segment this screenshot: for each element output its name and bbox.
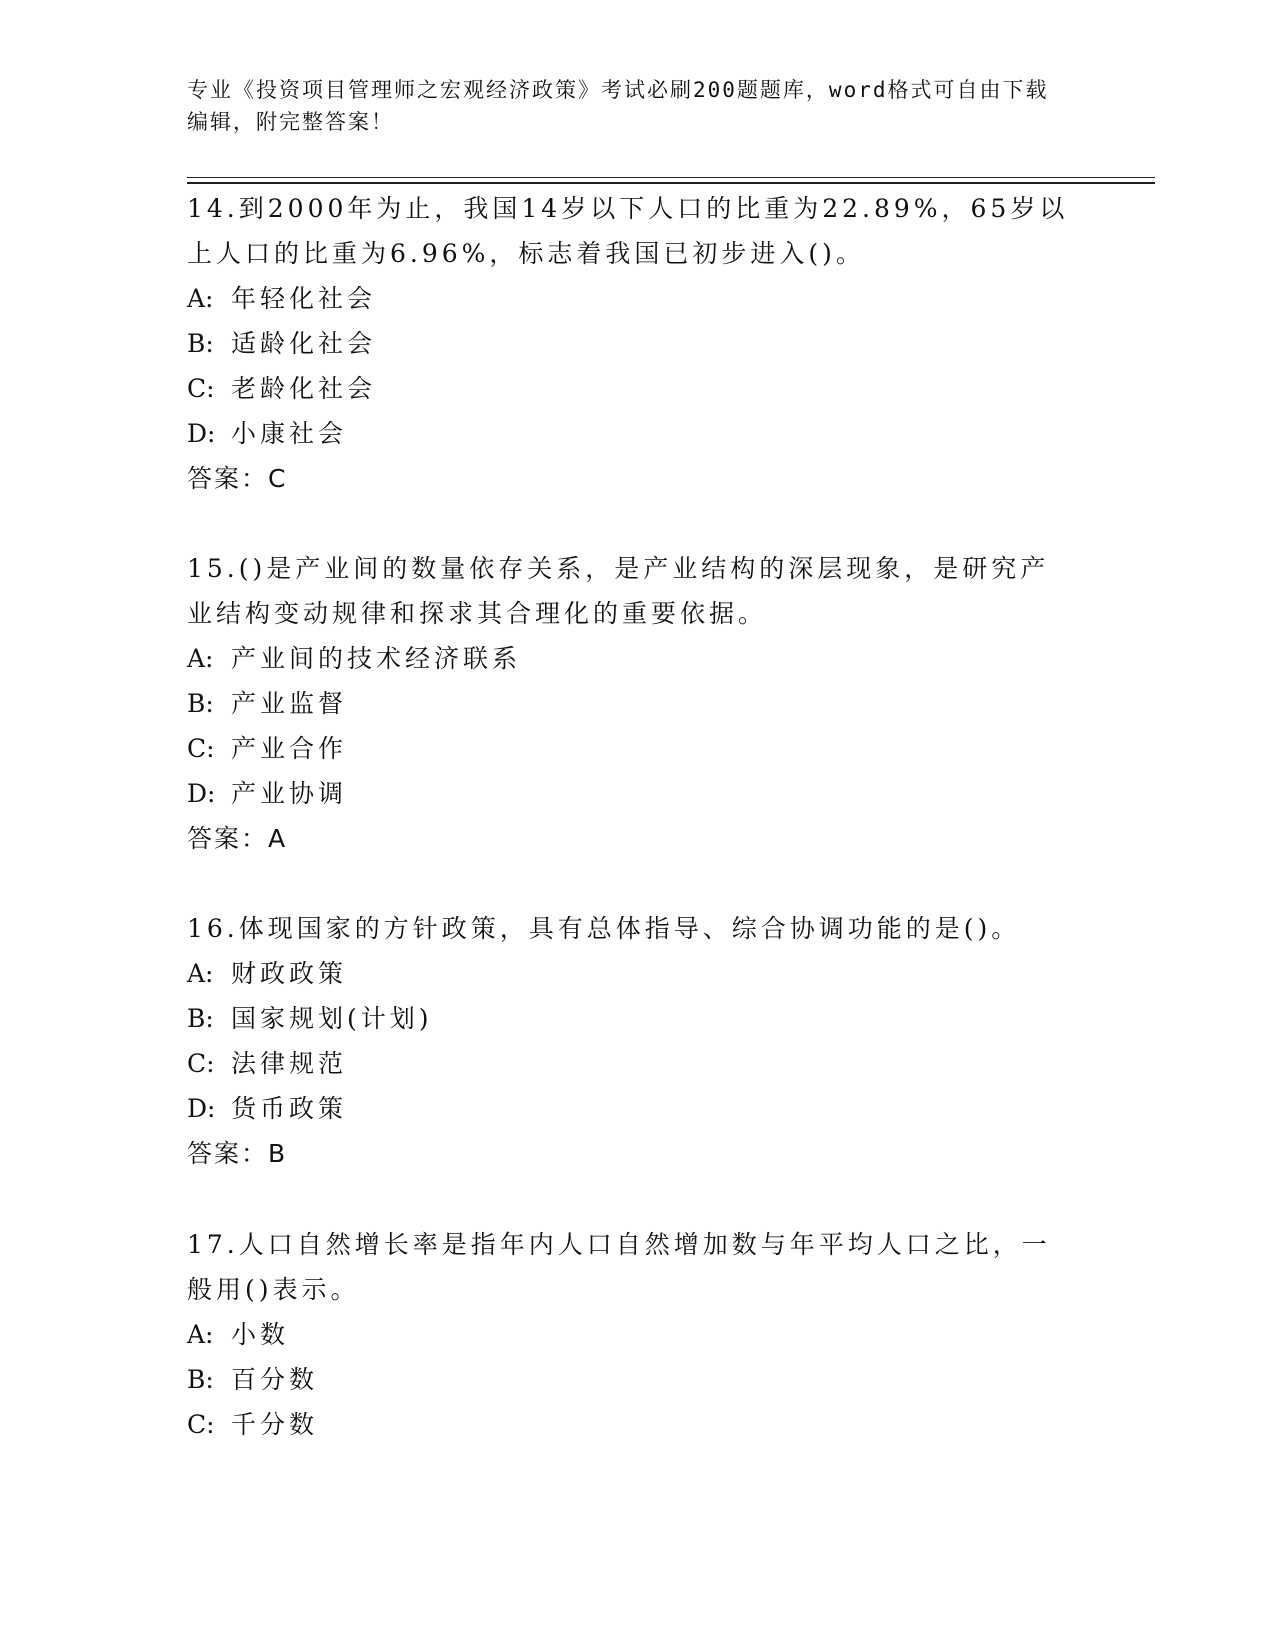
question-16 — [187, 906, 1087, 1176]
option-text: 千分数 — [231, 1410, 319, 1439]
option-letter: B: — [187, 689, 214, 718]
question-17 — [187, 1222, 1087, 1447]
option-text: 老龄化社会 — [231, 374, 377, 403]
answer-line: 答案：A — [187, 824, 288, 853]
option-letter: A: — [187, 959, 214, 988]
option-text: 法律规范 — [231, 1049, 348, 1078]
question-stem: 17.人口自然增长率是指年内人口自然增加数与年平均人口之比，一般用()表示。 — [187, 1230, 1051, 1304]
option-text: 国家规划(计划) — [231, 1004, 433, 1033]
option-b — [187, 1357, 1087, 1402]
document-header: 专业《投资项目管理师之宏观经济政策》考试必刷200题题库，word格式可自由下载编辑，附完整答案！ — [187, 78, 1049, 134]
option-letter: B: — [187, 1004, 214, 1033]
option-text: 财政政策 — [231, 959, 348, 988]
option-letter: C: — [187, 734, 215, 763]
option-text: 产业协调 — [231, 779, 348, 808]
question-15 — [187, 546, 1087, 861]
option-b — [187, 681, 1087, 726]
option-letter: C: — [187, 374, 215, 403]
header-divider-thick — [187, 182, 1155, 184]
option-text: 货币政策 — [231, 1094, 348, 1123]
option-text: 适龄化社会 — [231, 329, 377, 358]
option-text: 年轻化社会 — [231, 284, 377, 313]
question-14 — [187, 186, 1087, 501]
question-stem: 15.()是产业间的数量依存关系，是产业结构的深层现象，是研究产业结构变动规律和探求其合理化的重要依据。 — [187, 554, 1050, 628]
option-a — [187, 276, 1087, 321]
option-d — [187, 771, 1087, 816]
option-d — [187, 411, 1087, 456]
answer-line: 答案：C — [187, 464, 288, 493]
question-stem: 14.到2000年为止，我国14岁以下人口的比重为22.89%，65岁以上人口的比重为6.96%，标志着我国已初步进入()。 — [187, 194, 1069, 268]
option-c — [187, 1402, 1087, 1447]
option-text: 小数 — [231, 1320, 290, 1349]
option-text: 百分数 — [231, 1365, 319, 1394]
option-letter: B: — [187, 329, 214, 358]
option-letter: C: — [187, 1049, 215, 1078]
option-text: 产业间的技术经济联系 — [231, 644, 522, 673]
option-c — [187, 726, 1087, 771]
option-letter: A: — [187, 644, 214, 673]
option-letter: C: — [187, 1410, 215, 1439]
option-c — [187, 1041, 1087, 1086]
option-letter: D: — [187, 779, 216, 808]
question-stem: 16.体现国家的方针政策，具有总体指导、综合协调功能的是()。 — [187, 914, 1021, 943]
option-letter: A: — [187, 284, 214, 313]
option-letter: A: — [187, 1320, 214, 1349]
option-text: 小康社会 — [231, 419, 348, 448]
option-c — [187, 366, 1087, 411]
option-text: 产业监督 — [231, 689, 348, 718]
option-letter: D: — [187, 1094, 216, 1123]
option-text: 产业合作 — [231, 734, 348, 763]
option-d — [187, 1086, 1087, 1131]
option-a — [187, 636, 1087, 681]
option-b — [187, 996, 1087, 1041]
option-a — [187, 951, 1087, 996]
answer-line: 答案：B — [187, 1139, 288, 1168]
option-a — [187, 1312, 1087, 1357]
option-letter: B: — [187, 1365, 214, 1394]
option-letter: D: — [187, 419, 216, 448]
header-divider-thin — [187, 177, 1155, 178]
option-b — [187, 321, 1087, 366]
